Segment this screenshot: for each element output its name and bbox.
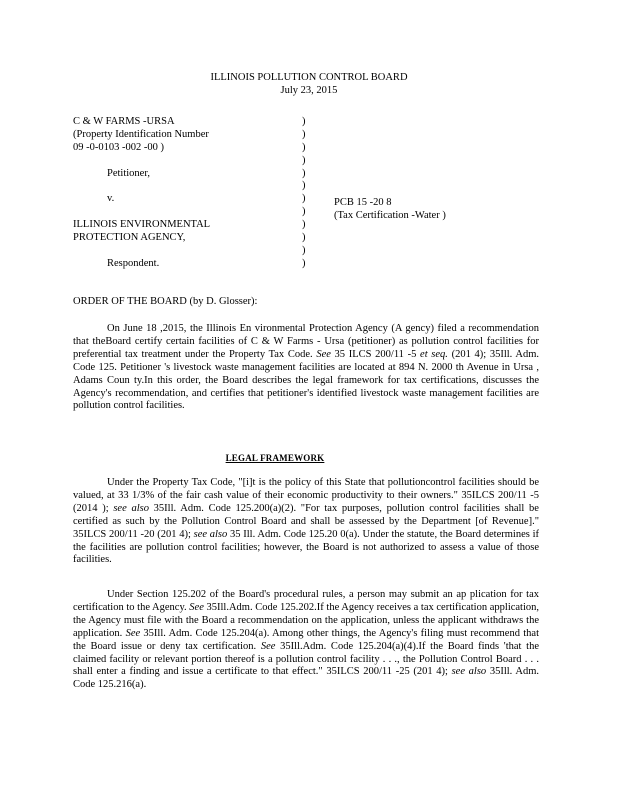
para1-rest: (201 4); 35Ill. Adm. Code 125. Petitioner 's livestock waste management facilities are located at 894 N. 2000 th Avenue in Ursa , Adams Coun ty.In this order, the Board describes the legal framework for tax certifications, discusses the Agency's recommendation, and certifies that petitioner's identified livestock waste management facilities are pollution control facilities. [73, 348, 539, 412]
paren: ) [302, 116, 306, 127]
paragraph-intro [73, 323, 539, 413]
para3-text-d: 35Ill.Adm. Code 125.204(a)(4).If the Board finds 'that the claimed facility or relevant portion thereof is a pollution control facility . . ., the Pollution Control Board . . . shall enter a finding and issue a certificate to that effect." 35ILCS 200/11 -25 (201 4); [73, 640, 539, 678]
paren: ) [302, 141, 306, 153]
paren: ) [302, 244, 306, 256]
caption-line: Respondent. [107, 257, 160, 269]
para2-text-b: 35Ill. Adm. Code 125.200(a)(2). "For tax purposes, pollution control facilities shall be certified as such by the Pollution Control Board and shall be assessed by the Department [of Revenue]." 35ILCS 200/11 -20 (201 4); [73, 502, 539, 540]
para3-text-e: 35Ill. Adm. Code 125.216(a). [73, 666, 539, 691]
para3-seealso: see also [451, 666, 487, 678]
para3-text: Under Section 125.202 of the Board's procedural rules, a person may submit an ap plication for tax certification to the Agency. [73, 589, 539, 613]
para2-seealso-2: see also [193, 528, 228, 540]
para1-cite: 35 ILCS 200/11 -5 [330, 348, 417, 360]
case-number: PCB 15 -20 8 [334, 197, 392, 208]
section-heading [0, 452, 584, 466]
paren: ) [302, 257, 306, 269]
case-caption-parties [73, 116, 303, 271]
paren: ) [302, 180, 306, 192]
para1-etseq: et seq. [420, 348, 448, 360]
caption-line [73, 245, 303, 258]
paren: ) [302, 206, 306, 218]
para1-see: See [316, 348, 331, 360]
caption-line: PROTECTION AGENCY, [73, 232, 186, 244]
caption-line [73, 155, 303, 168]
paren: ) [302, 128, 306, 140]
paragraph-legal-1 [73, 477, 539, 567]
caption-line: 09 -0-0103 -002 -00 ) [73, 141, 164, 153]
para3-text-c: 35Ill. Adm. Code 125.204(a). Among other things, the Agency's filing must recommend that the Board issue or deny tax certification. [73, 627, 539, 652]
para3-see-3: See [260, 640, 276, 652]
legal-framework-heading: LEGAL FRAMEWORK [225, 453, 325, 463]
paren: ) [302, 154, 306, 166]
para3-see-2: See [125, 627, 141, 639]
paren: ) [302, 193, 306, 205]
paragraph-legal-2 [73, 589, 539, 692]
caption-line [73, 180, 303, 193]
para2-text-c: 35 Ill. Adm. Code 125.20 0(a). Under the statute, the Board determines if the facilities are pollution control facilities; however, the Board is not authorized to assess a value of those facilities. [73, 528, 539, 566]
caption-parentheses [302, 116, 312, 271]
para3-text-b: 35Ill.Adm. Code 125.202.If the Agency receives a tax certification application, the Agency must file with the Board a recommendation on the application, unless the applicant withdraws the application. [73, 601, 540, 639]
agency-title: ILLINOIS POLLUTION CONTROL BOARD [210, 72, 408, 83]
para1-text: On June 18 ,2015, the Illinois En vironmental Protection Agency (A gency) filed a recommendation that theBoard certify certain facilities of C & W Farms - Ursa (petitioner) as pollution control facilities for preferential tax treatment under the Property Tax Code. [73, 323, 539, 360]
order-line: ORDER OF THE BOARD (by D. Glosser): [73, 296, 258, 307]
caption-line: ILLINOIS ENVIRONMENTAL [73, 219, 211, 231]
para2-text: Under the Property Tax Code, "[i]t is the policy of this State that pollutioncontrol facilities should be valued, at 33 1/3% of the fair cash value of their economic productivity to their owners." 35ILCS 200/11 -5 (2014 ); [73, 477, 539, 514]
paren: ) [302, 167, 306, 179]
para2-seealso: see also [113, 502, 149, 514]
caption-line [73, 206, 303, 219]
caption-line: v. [107, 193, 115, 205]
para3-see-1: See [189, 601, 204, 613]
caption-line: Petitioner, [107, 167, 151, 179]
paren: ) [302, 219, 306, 231]
paren: ) [302, 232, 306, 244]
caption-line: C & W FARMS -URSA [73, 116, 175, 127]
opinion-date: July 23, 2015 [280, 85, 338, 96]
case-type: (Tax Certification -Water ) [334, 210, 446, 221]
caption-line: (Property Identification Number [73, 128, 209, 140]
